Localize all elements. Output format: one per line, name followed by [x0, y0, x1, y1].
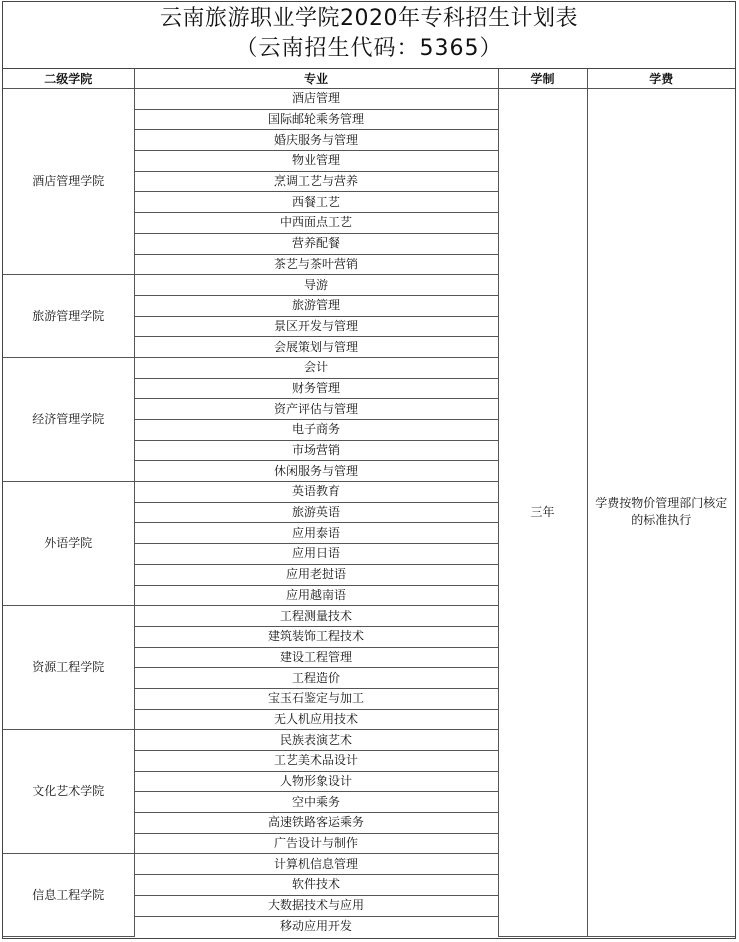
major-name-cell: 空中乘务	[134, 792, 498, 813]
major-name-cell: 大数据技术与应用	[134, 895, 498, 916]
major-name-cell: 应用越南语	[134, 585, 498, 606]
major-name-cell: 应用泰语	[134, 523, 498, 544]
major-name-cell: 无人机应用技术	[134, 709, 498, 730]
enrollment-plan-table	[3, 69, 735, 937]
major-name-cell: 英语教育	[134, 482, 498, 503]
major-name-cell: 西餐工艺	[134, 192, 498, 213]
major-name-cell: 宝玉石鉴定与加工	[134, 688, 498, 709]
major-name-cell: 工程造价	[134, 668, 498, 689]
major-name-cell: 资产评估与管理	[134, 399, 498, 420]
major-name-cell: 旅游英语	[134, 502, 498, 523]
major-name-cell: 旅游管理	[134, 295, 498, 316]
major-name-cell: 酒店管理	[134, 89, 498, 110]
enrollment-code-subtitle: （云南招生代码：5365）	[235, 36, 503, 61]
major-name-cell: 市场营销	[134, 440, 498, 461]
table-row	[3, 89, 735, 110]
major-name-cell: 人物形象设计	[134, 771, 498, 792]
major-name-cell: 休闲服务与管理	[134, 461, 498, 482]
college-name-cell: 旅游管理学院	[3, 275, 134, 358]
table-header-row	[3, 69, 735, 89]
major-name-cell: 会计	[134, 357, 498, 378]
major-name-cell: 建设工程管理	[134, 647, 498, 668]
major-name-cell: 工程测量技术	[134, 606, 498, 627]
major-name-cell: 移动应用开发	[134, 916, 498, 936]
college-name-cell: 文化艺术学院	[3, 730, 134, 854]
enrollment-plan-sheet	[2, 1, 736, 939]
major-name-cell: 计算机信息管理	[134, 854, 498, 875]
major-name-cell: 民族表演艺术	[134, 730, 498, 751]
major-name-cell: 婚庆服务与管理	[134, 130, 498, 151]
title-block	[3, 2, 735, 69]
major-name-cell: 会展策划与管理	[134, 337, 498, 358]
header-major: 专业	[134, 69, 498, 89]
college-name-cell: 酒店管理学院	[3, 89, 134, 275]
major-name-cell: 景区开发与管理	[134, 316, 498, 337]
page-title: 云南旅游职业学院2020年专科招生计划表	[160, 6, 578, 31]
major-name-cell: 中西面点工艺	[134, 213, 498, 234]
major-name-cell: 电子商务	[134, 420, 498, 441]
header-fee: 学费	[587, 69, 735, 89]
duration-cell: 三年	[498, 89, 587, 937]
major-name-cell: 工艺美术品设计	[134, 751, 498, 772]
college-name-cell: 外语学院	[3, 482, 134, 606]
major-name-cell: 导游	[134, 275, 498, 296]
college-name-cell: 信息工程学院	[3, 854, 134, 936]
major-name-cell: 高速铁路客运乘务	[134, 813, 498, 834]
major-name-cell: 应用老挝语	[134, 564, 498, 585]
college-name-cell: 资源工程学院	[3, 606, 134, 730]
major-name-cell: 烹调工艺与营养	[134, 171, 498, 192]
major-name-cell: 财务管理	[134, 378, 498, 399]
major-name-cell: 广告设计与制作	[134, 833, 498, 854]
major-name-cell: 软件技术	[134, 875, 498, 896]
table-body	[3, 89, 735, 937]
major-name-cell: 建筑装饰工程技术	[134, 626, 498, 647]
major-name-cell: 营养配餐	[134, 233, 498, 254]
fee-cell: 学费按物价管理部门核定的标准执行	[587, 89, 735, 937]
major-name-cell: 茶艺与茶叶营销	[134, 254, 498, 275]
header-college: 二级学院	[3, 69, 134, 89]
college-name-cell: 经济管理学院	[3, 357, 134, 481]
header-duration: 学制	[498, 69, 587, 89]
major-name-cell: 国际邮轮乘务管理	[134, 109, 498, 130]
major-name-cell: 应用日语	[134, 544, 498, 565]
major-name-cell: 物业管理	[134, 151, 498, 172]
